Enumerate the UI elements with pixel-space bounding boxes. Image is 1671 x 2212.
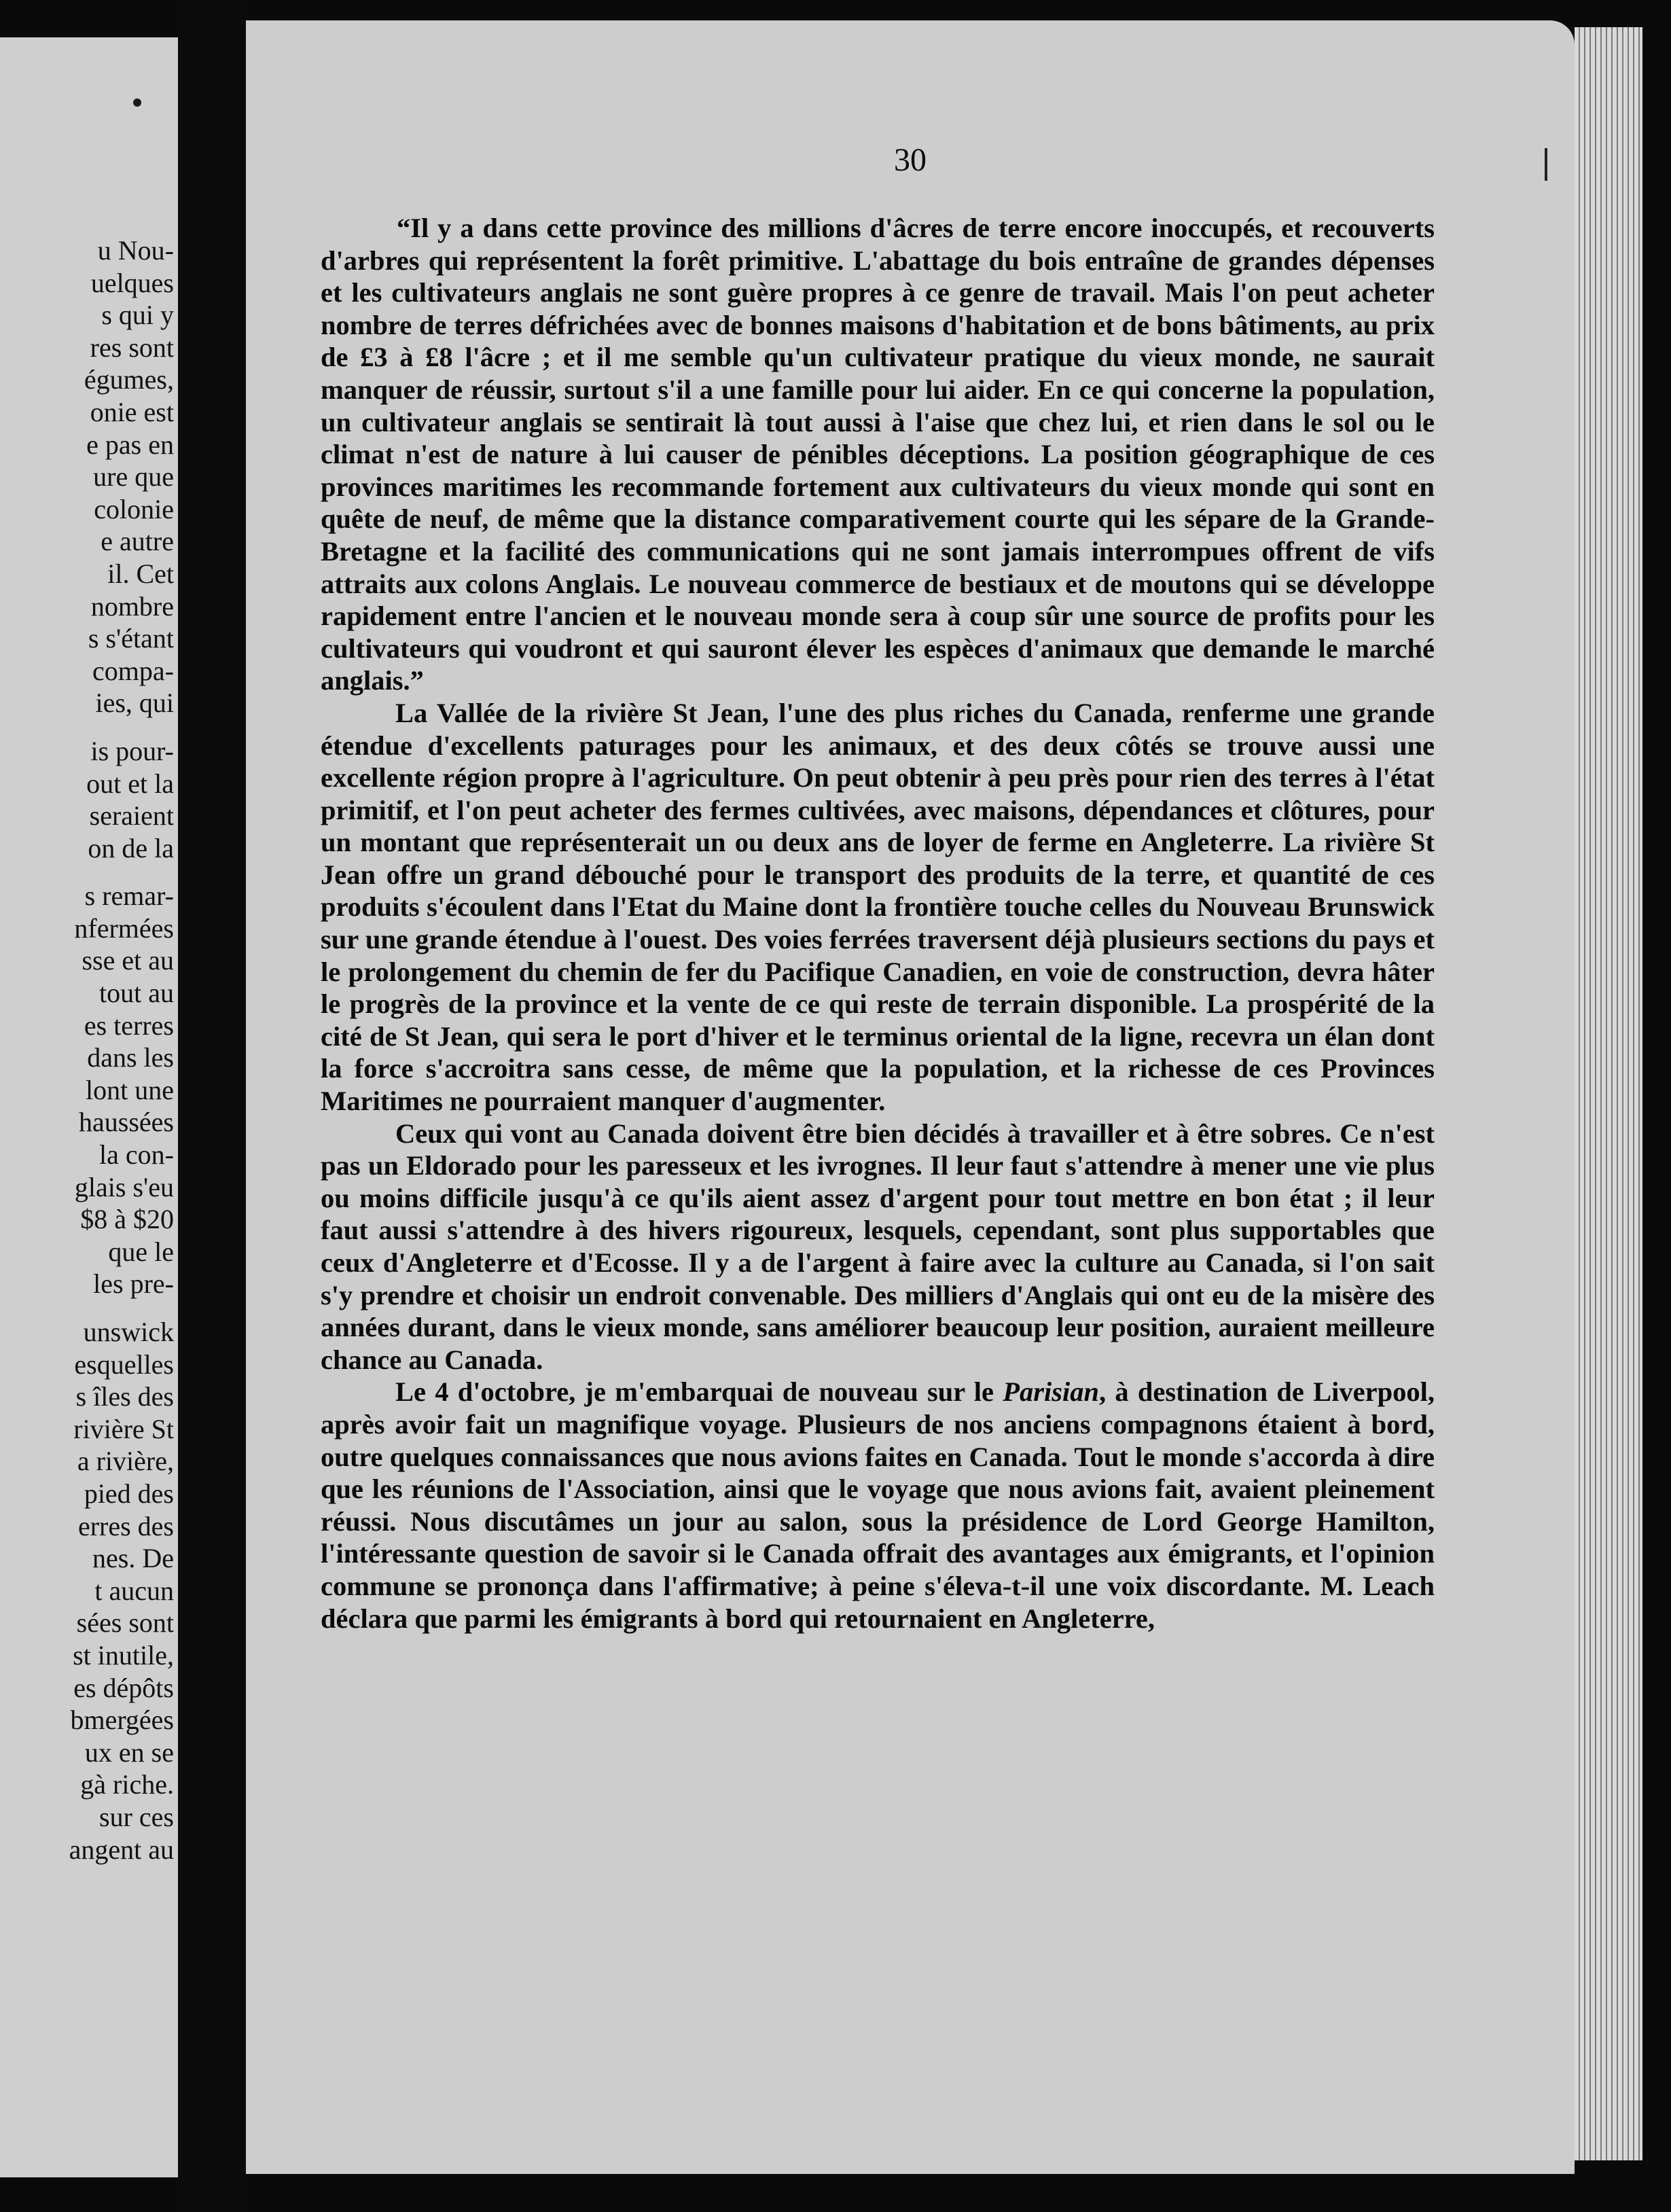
previous-page-line: sse et au: [82, 945, 174, 976]
previous-page-line: ure que: [93, 461, 174, 493]
previous-page-line: nombre: [90, 590, 174, 622]
previous-page-fragment: [0, 37, 178, 2177]
previous-page-text: [0, 234, 178, 1866]
line-gap: [0, 864, 178, 880]
corner-mark: [1545, 148, 1547, 181]
paragraph-voyage-start: Le 4 d'octobre, je m'embarquai de nouveau sur le: [395, 1376, 1003, 1408]
previous-page-line: nfermées: [74, 912, 174, 944]
ink-dot: [133, 99, 141, 107]
previous-page-line: gà riche.: [80, 1769, 174, 1800]
previous-page-line: il. Cet: [107, 558, 174, 589]
ship-name: Parisian: [1003, 1376, 1100, 1408]
paragraph-voyage: [321, 1376, 1435, 1635]
previous-page-line: égumes,: [84, 364, 174, 395]
previous-page-line: sur ces: [99, 1801, 174, 1832]
previous-page-line: haussées: [79, 1107, 174, 1138]
previous-page-line: e pas en: [86, 429, 174, 460]
line-gap: [0, 719, 178, 735]
previous-page-line: es terres: [84, 1010, 174, 1041]
previous-page-line: rivière St: [73, 1413, 174, 1444]
previous-page-line: $8 à $20: [80, 1204, 174, 1235]
previous-page-line: bmergées: [70, 1705, 174, 1736]
previous-page-line: dans les: [87, 1042, 174, 1073]
previous-page-line: la con-: [99, 1139, 174, 1171]
paragraph-ceux: Ceux qui vont au Canada doivent être bien décidés à travailler et à être sobres. Ce n'est pas un Eldorado pour les paresseux et les ivrognes. Il leur faut s'attendre à mener une vie plus ou moins difficile jusqu'à ce qu'ils aient assez d'argent pour tout mettre en bon état ; il leur faut aussi s'attendre à des hivers rigoureux, lesquels, cependant, sont plus supportables que ceux d'Angleterre et d'Ecosse. Il y a de l'argent à faire avec la culture au Canada, si l'on sait s'y prendre et choisir un endroit convenable. Des milliers d'Anglais qui ont eu de la misère des années durant, dans le vieux monde, sans améliorer beaucoup leur position, auraient meilleure chance au Canada.: [321, 1118, 1435, 1375]
previous-page-line: es dépôts: [73, 1672, 174, 1703]
previous-page-line: s s'étant: [88, 623, 174, 654]
previous-page-line: on de la: [88, 832, 174, 863]
previous-page-line: ies, qui: [95, 688, 174, 719]
previous-page-line: sées sont: [76, 1607, 174, 1639]
previous-page-line: u Nou-: [97, 235, 174, 266]
previous-page-line: out et la: [86, 768, 174, 799]
previous-page-line: nes. De: [92, 1543, 174, 1574]
line-gap: [0, 1300, 178, 1316]
previous-page-line: onie est: [90, 396, 174, 427]
previous-page-line: e autre: [101, 526, 174, 557]
book-page: [246, 20, 1575, 2174]
previous-page-line: pied des: [84, 1478, 174, 1509]
previous-page-line: uelques: [90, 267, 174, 298]
previous-page-line: unswick: [83, 1317, 174, 1347]
previous-page-line: angent au: [69, 1834, 174, 1865]
previous-page-line: lont une: [86, 1074, 174, 1105]
previous-page-line: s remar-: [84, 880, 174, 912]
previous-page-line: erres des: [77, 1510, 174, 1541]
paragraph-quote: “Il y a dans cette province des millions d'âcres de terre encore inoccupés, et recouverts d'arbres qui représentent la forêt primitive. L'abattage du bois entraîne de grandes dépenses et les cultivateurs anglais ne sont guère propres à ce genre de travail. Mais l'on peut acheter nombre de terres défrichées avec de bonnes maisons d'habitation et de bons bâtiments, au prix de £3 à £8 l'âcre ; et il me semble qu'un cultivateur pratique du vieux monde, ne saurait manquer de réussir, surtout s'il a une famille pour lui aider. En ce qui concerne la population, un cultivateur anglais se sentirait là tout aussi à l'aise que chez lui, et rien dans le sol ou le climat n'est de nature à lui causer de pénibles déceptions. La position géographique de ces provinces maritimes les recommande fortement aux cultivateurs du vieux monde qui sont en quête de neuf, de même que la distance comparativement courte qui les sépare de la Grande-Bretagne et la facilité des communications qui ne sont jamais interrompues offrent de vifs attraits aux colons Anglais. Le nouveau commerce de bestiaux et de moutons qui se développe rapidement entre l'ancien et le nouveau monde sera à coup sûr une source de profits pour les cultivateurs qui voudront et qui sauront élever les espèces d'animaux que demande le marché anglais.”: [321, 213, 1435, 696]
previous-page-line: compa-: [92, 655, 174, 686]
paragraph-voyage-rest: , à destination de Liverpool, après avoir fait un magnifique voyage. Plusieurs de nos anciens compagnons étaient à bord, outre quelques connaissances que nous avions faites en Canada. Tout le monde s'accorda à dire que les réunions de l'Association, ainsi que le voyage que nous avions fait, avaient pleinement réussi. Nous discutâmes un jour au salon, sous la présidence de Lord George Hamilton, l'intéressante question de savoir si le Canada offrait des avantages aux émigrants, et l'opinion commune se prononça dans l'affirmative; à peine s'éleva-t-il une voix discordante. M. Leach déclara que parmi les émigrants à bord qui retournaient en Angleterre,: [321, 1376, 1435, 1634]
previous-page-line: t aucun: [94, 1575, 174, 1606]
previous-page-line: is pour-: [90, 735, 174, 766]
previous-page-line: colonie: [94, 493, 174, 524]
previous-page-line: seraient: [89, 800, 174, 832]
previous-page-line: tout au: [99, 978, 174, 1009]
previous-page-line: glais s'eu: [74, 1171, 174, 1202]
previous-page-line: s îles des: [75, 1381, 174, 1412]
previous-page-line: les pre-: [93, 1268, 174, 1300]
book-gutter: [178, 0, 246, 2212]
previous-page-line: st inutile,: [73, 1639, 174, 1671]
previous-page-line: s qui y: [101, 300, 174, 331]
previous-page-line: ux en se: [84, 1736, 174, 1768]
previous-page-line: que le: [108, 1236, 174, 1267]
paragraph-vallee: La Vallée de la rivière St Jean, l'une des plus riches du Canada, renferme une grande étendue d'excellents paturages pour les animaux, et des deux côtés se trouve aussi une excellente région propre à l'agriculture. On peut obtenir à peu près pour rien des terres à l'état primitif, et l'on peut acheter des fermes cultivées, avec maisons, dépendances et clôtures, pour un montant que représenterait un ou deux ans de loyer de ferme en Angleterre. La rivière St Jean offre un grand débouché pour le transport des produits de la terre, et quantité de ces produits s'écoulent dans l'Etat du Maine dont la frontière touche celles du Nouveau Brunswick sur une grande étendue à l'ouest. Des voies ferrées traversent déjà plusieurs sections du pays et le prolongement du chemin de fer du Pacifique Canadien, en voie de construction, devra hâter le progrès de la province et la vente de ce qui reste de terrain disponible. La prospérité de la cité de St Jean, qui sera le port d'hiver et le terminus oriental de la ligne, recevra un élan dont la force s'accroitra sans cesse, de même que la population, et la richesse de ces Provinces Maritimes ne pourraient manquer d'augmenter.: [321, 697, 1435, 1117]
previous-page-line: a rivière,: [77, 1446, 174, 1477]
page-number: 30: [894, 142, 927, 178]
page-body: [321, 212, 1435, 1635]
page-edges: [1575, 27, 1642, 2160]
previous-page-line: esquelles: [74, 1349, 174, 1380]
previous-page-line: res sont: [90, 332, 174, 363]
